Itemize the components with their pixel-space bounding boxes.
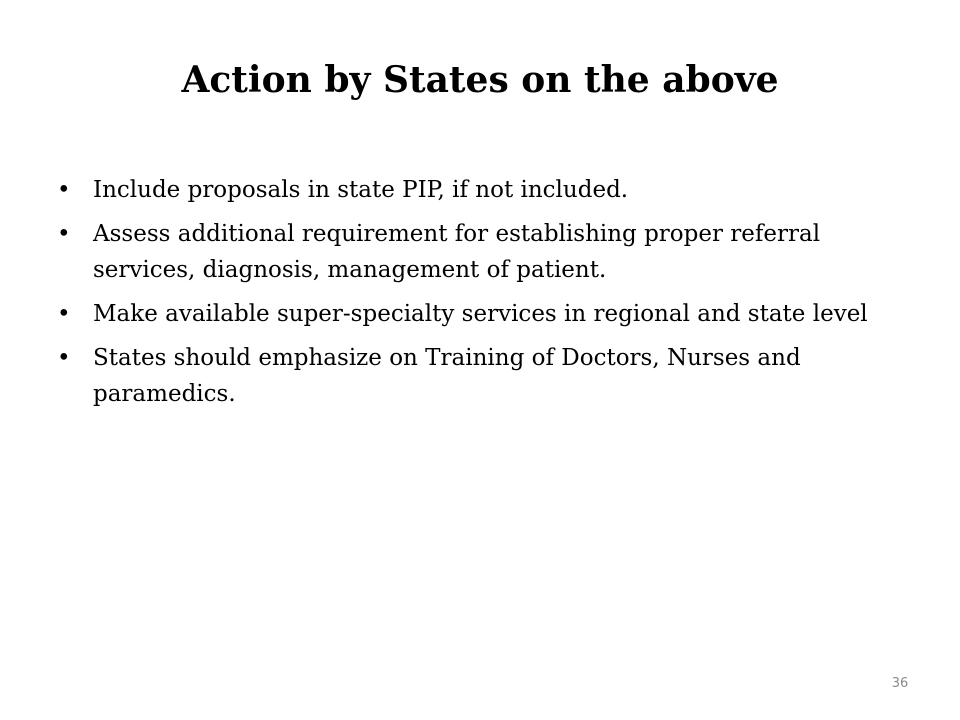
- bullet-dot-icon: •: [57, 221, 71, 247]
- bullet-text: Assess additional requirement for establishing proper referral services, diagnosis, management of patient.: [93, 221, 821, 283]
- bullet-dot-icon: •: [57, 301, 71, 327]
- bullet-text: Include proposals in state PIP, if not included.: [93, 177, 629, 203]
- page-number: 36: [891, 676, 909, 691]
- bullet-text: Make available super-specialty services in regional and state level: [93, 301, 868, 327]
- bullet-item: [57, 296, 897, 332]
- slide-title: Action by States on the above: [181, 59, 779, 101]
- bullet-text: States should emphasize on Training of Doctors, Nurses and paramedics.: [93, 345, 801, 407]
- bullet-item: [57, 172, 897, 208]
- bullet-list: [57, 172, 897, 420]
- bullet-item: [57, 340, 897, 412]
- bullet-dot-icon: •: [57, 345, 71, 371]
- bullet-item: [57, 216, 897, 288]
- bullet-dot-icon: •: [57, 177, 71, 203]
